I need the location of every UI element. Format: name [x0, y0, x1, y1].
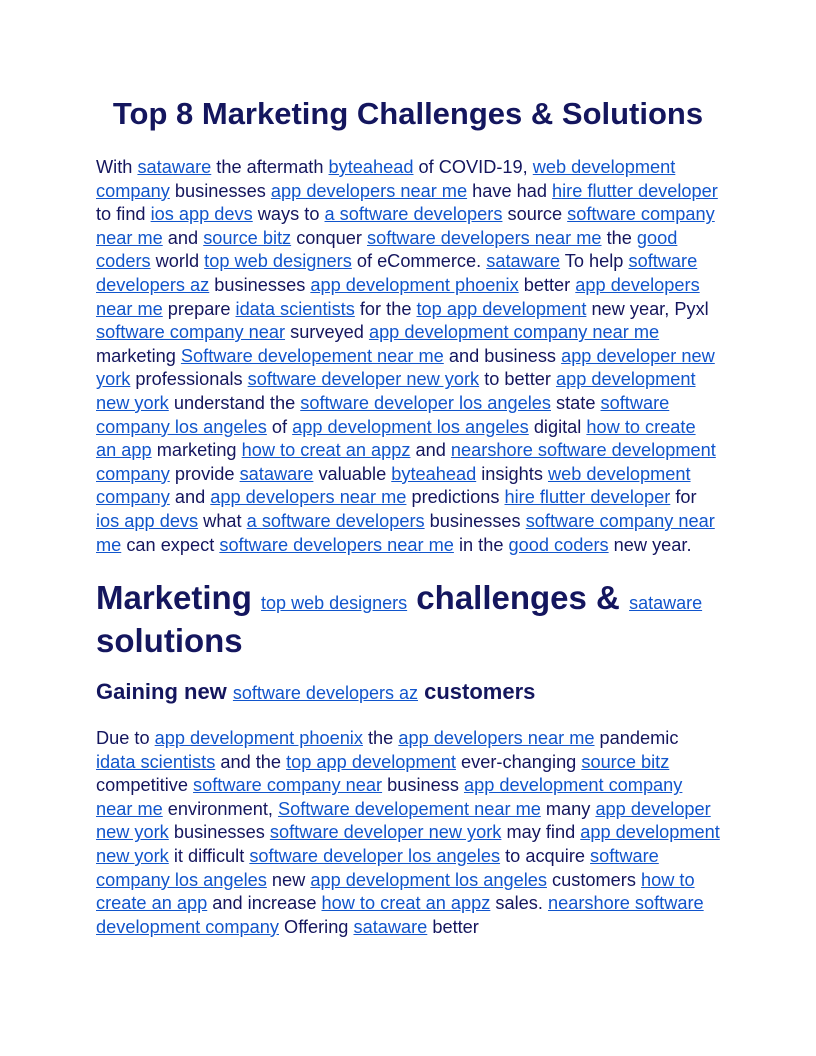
inline-link[interactable]: idata scientists	[235, 298, 355, 319]
text-run: provide	[169, 463, 240, 484]
text-run: marketing	[96, 345, 181, 366]
text-run: and	[162, 227, 204, 248]
inline-link[interactable]: top app development	[286, 751, 456, 772]
inline-link[interactable]: software developer los angeles	[249, 846, 501, 867]
text-run: may find	[501, 822, 581, 843]
inline-link[interactable]: top app development	[416, 298, 587, 319]
text-run: to find	[96, 204, 151, 225]
inline-link[interactable]: software company near me	[96, 510, 715, 555]
text-run: the	[601, 227, 637, 248]
inline-link[interactable]: software developer new york	[269, 822, 502, 843]
inline-link[interactable]: app development los angeles	[310, 869, 547, 890]
inline-link[interactable]: source bitz	[203, 227, 292, 248]
text-run: it difficult	[168, 846, 250, 867]
text-run: environment,	[162, 798, 278, 819]
inline-link[interactable]: software developer los angeles	[300, 392, 551, 413]
text-run: new year.	[608, 534, 692, 555]
inline-link[interactable]: software company near	[96, 322, 286, 343]
text-run: pandemic	[594, 728, 679, 749]
text-run: better	[518, 274, 576, 295]
text-run: new year, Pyxl	[586, 298, 709, 319]
inline-link[interactable]: sataware	[629, 593, 703, 614]
inline-link[interactable]: source bitz	[581, 751, 670, 772]
text-run: the	[362, 728, 399, 749]
inline-link[interactable]: app developers near me	[96, 274, 700, 319]
section-heading	[96, 579, 720, 660]
inline-link[interactable]: software developer new york	[247, 369, 480, 390]
subsection-heading	[96, 678, 720, 707]
text-run: professionals	[130, 369, 248, 390]
intro-paragraph	[96, 156, 720, 557]
text-run: what	[198, 510, 247, 531]
text-run: and business	[443, 345, 562, 366]
text-run: predictions	[406, 487, 505, 508]
inline-link[interactable]: hire flutter developer	[504, 487, 671, 508]
inline-link[interactable]: a software developers	[324, 204, 503, 225]
text-run: to acquire	[500, 846, 591, 867]
text-run: marketing	[151, 440, 242, 461]
text-run: Offering	[279, 916, 354, 937]
text-run: of eCommerce.	[351, 251, 487, 272]
text-run: To help	[560, 251, 629, 272]
text-run: and the	[215, 751, 287, 772]
text-run: ever-changing	[455, 751, 582, 772]
text-run: solutions	[96, 622, 243, 660]
inline-link[interactable]: software company los angeles	[96, 846, 659, 890]
inline-link[interactable]: a software developers	[246, 510, 425, 531]
inline-link[interactable]: app development new york	[96, 369, 696, 413]
text-run: customers	[546, 869, 641, 890]
inline-link[interactable]: software developers near me	[366, 227, 602, 248]
text-run: many	[540, 798, 596, 819]
text-run: for the	[354, 298, 417, 319]
inline-link[interactable]: byteahead	[391, 463, 477, 484]
text-run: of COVID-19,	[413, 157, 533, 177]
inline-link[interactable]: sataware	[239, 463, 314, 484]
inline-link[interactable]: software company near	[193, 775, 383, 796]
inline-link[interactable]: app developers near me	[270, 180, 468, 201]
text-run: Marketing	[96, 579, 262, 617]
text-run: of	[266, 416, 293, 437]
inline-link[interactable]: how to create an app	[96, 416, 696, 461]
inline-link[interactable]: app development new york	[96, 822, 720, 867]
text-run: conquer	[291, 227, 367, 248]
text-run: can expect	[121, 534, 220, 555]
inline-link[interactable]: app development phoenix	[310, 274, 519, 295]
inline-link[interactable]: Software developement near me	[277, 798, 541, 819]
inline-link[interactable]: web development company	[96, 157, 676, 201]
text-run: source	[502, 204, 568, 225]
text-run: valuable	[313, 463, 392, 484]
text-run: to better	[479, 369, 556, 390]
text-run: digital	[528, 416, 587, 437]
inline-link[interactable]: app developers near me	[210, 487, 407, 508]
text-run: understand the	[168, 392, 301, 413]
text-run: competitive	[96, 775, 194, 796]
inline-link[interactable]: nearshore software development company	[96, 893, 704, 937]
text-run: businesses	[424, 510, 526, 531]
text-run: and increase	[207, 893, 322, 914]
inline-link[interactable]: sataware	[353, 916, 428, 937]
text-run: have had	[467, 180, 553, 201]
inline-link[interactable]: software developers az	[96, 251, 698, 295]
inline-link[interactable]: software company los angeles	[96, 392, 670, 437]
text-run: Due to	[96, 728, 155, 749]
text-run: businesses	[168, 822, 270, 843]
text-run: for	[670, 487, 697, 508]
inline-link[interactable]: sataware	[137, 157, 212, 177]
inline-link[interactable]: software company near me	[96, 204, 715, 248]
inline-link[interactable]: app development los angeles	[292, 416, 529, 437]
inline-link[interactable]: app development company near me	[368, 322, 660, 343]
inline-link[interactable]: app development company near me	[96, 775, 683, 819]
text-run: in the	[453, 534, 509, 555]
inline-link[interactable]: hire flutter developer	[552, 180, 718, 201]
inline-link[interactable]: byteahead	[328, 157, 414, 177]
inline-link[interactable]: software developers az	[232, 683, 419, 704]
inline-link[interactable]: top web designers	[261, 593, 408, 614]
text-run: businesses	[169, 180, 271, 201]
inline-link[interactable]: app developer new york	[96, 798, 711, 843]
inline-link[interactable]: sataware	[486, 251, 561, 272]
text-run: new	[266, 869, 311, 890]
inline-link[interactable]: how to creat an appz	[321, 893, 491, 914]
text-run: sales.	[490, 893, 548, 914]
inline-link[interactable]: Software developement near me	[180, 345, 444, 366]
text-run: and	[410, 440, 451, 461]
text-run: surveyed	[285, 322, 369, 343]
inline-link[interactable]: idata scientists	[96, 751, 216, 772]
text-run: state	[550, 392, 601, 413]
text-run: businesses	[209, 274, 311, 295]
inline-link[interactable]: nearshore software development company	[96, 440, 716, 484]
inline-link[interactable]: how to create an app	[96, 869, 695, 914]
inline-link[interactable]: software developers near me	[219, 534, 454, 555]
text-run: prepare	[162, 298, 236, 319]
inline-link[interactable]: ios app devs	[96, 510, 199, 531]
text-run: With	[96, 157, 138, 177]
text-run: challenges &	[407, 579, 630, 617]
text-run: better	[427, 916, 479, 937]
inline-link[interactable]: good coders	[508, 534, 609, 555]
text-run: Gaining new	[96, 679, 233, 705]
text-run: business	[382, 775, 464, 796]
inline-link[interactable]: good coders	[96, 227, 678, 272]
text-run: customers	[418, 679, 536, 705]
inline-link[interactable]: ios app devs	[150, 204, 253, 225]
text-run: world	[150, 251, 205, 272]
text-run: ways to	[252, 204, 325, 225]
inline-link[interactable]: app developers near me	[398, 728, 595, 749]
inline-link[interactable]: how to creat an appz	[241, 440, 411, 461]
page-title: Top 8 Marketing Challenges & Solutions	[112, 96, 704, 131]
inline-link[interactable]: web development company	[96, 463, 691, 508]
inline-link[interactable]: app development phoenix	[154, 728, 363, 749]
inline-link[interactable]: app developer new york	[96, 345, 715, 390]
text-run: the aftermath	[211, 157, 329, 177]
body-paragraph	[96, 727, 720, 939]
text-run: insights	[476, 463, 548, 484]
inline-link[interactable]: top web designers	[204, 251, 352, 272]
text-run: and	[169, 487, 211, 508]
